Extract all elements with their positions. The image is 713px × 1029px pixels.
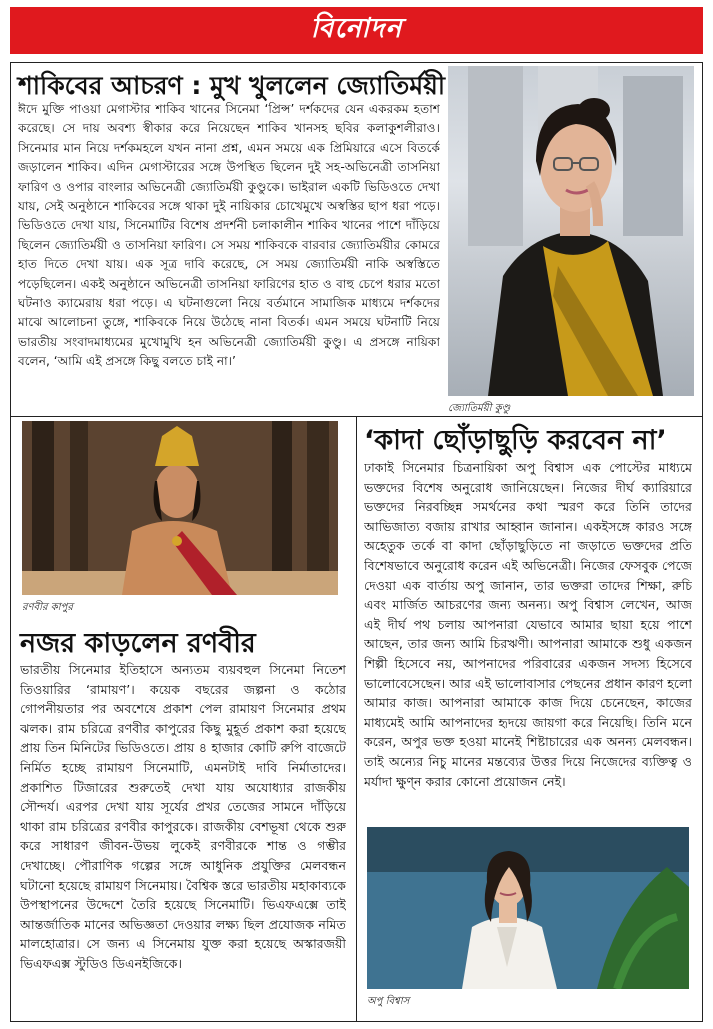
woman-portrait-image (448, 66, 694, 396)
article2-body (20, 660, 346, 1018)
ranbir-ram-image (22, 421, 338, 595)
article1-body (18, 100, 440, 414)
apu-biswas-image (367, 827, 689, 989)
ranbir-caption: রণবীর কাপুর (22, 602, 73, 613)
article3-body (364, 458, 692, 820)
bottom-divider (10, 1021, 703, 1022)
ranbir-photo (22, 421, 338, 595)
section-title: বিনোদন (310, 13, 403, 44)
article2-headline: নজর কাড়লেন রণবীর (20, 628, 256, 659)
apu-biswas-photo (367, 827, 689, 989)
jyotirmoyee-photo (448, 66, 694, 396)
article2-body-text: ভারতীয় সিনেমার ইতিহাসে অন্যতম ব্যয়বহুল সিনেমা নিতেশ তিওয়ারির ‘রামায়ণ’। কয়েক বছরের জল্পনা ও কঠোর গোপনীয়তার পর অবশেষে প্রকাশ পেল রামায়ণ সিনেমার প্রথম ঝলক। রাম চরিত্রে রণবীর কাপুরের কিছু মুহূর্ত প্রকাশ করা হয়েছে প্রায় তিন মিনিটের ভিডিওতে। প্রায় ৪ হাজার কোটি রুপি বাজেটে নির্মিত হচ্ছে রামায়ণ সিনেমাটি, এমনটাই দাবি নির্মাতাদের। প্রকাশিত টিজারের শুরুতেই দেখা যায় অযোধ্যার রাজকীয় সৌন্দর্য। এরপর দেখা যায় সূর্যের প্রখর তেজের সামনে দাঁড়িয়ে থাকা রাম চরিত্রের রণবীর কাপুরকে। রাজকীয় বেশভূষা থেকে শুরু করে সাধারণ জীবন-উভয় লুকেই রণবীরকে শান্ত ও গম্ভীর দেখাচ্ছে। পৌরাণিক গল্পের সঙ্গে আধুনিক প্রযুক্তির মেলবন্ধন ঘটানো হয়েছে রামায়ণ সিনেমায়। বৈশ্বিক স্তরে ভারতীয় মহাকাব্যকে উপস্থাপনের উদ্দেশে তৈরি হয়েছে সিনেমাটি। ভিএফএক্সে তাই আন্তর্জাতিক মানের অভিজ্ঞতা দেওয়ার লক্ষ্য ছিল প্রযোজক নমিত মালহোত্রার। সে জন্য এ সিনেমায় যুক্ত করা হয়েছে অস্কারজয়ী ভিএফএক্স স্টুডিও ডিএনইজিকে। (20, 662, 346, 971)
top-divider (10, 62, 703, 63)
column-divider (356, 416, 357, 1021)
article1-body-text: ঈদে মুক্তি পাওয়া মেগাস্টার শাকিব খানের সিনেমা ‘প্রিন্স’ দর্শকদের যেন একরকম হতাশ করেছে। সে দায় অবশ্য স্বীকার করে নিয়েছেন শাকিব খানসহ ছবির কলাকুশলীরাও। সিনেমার মান নিয়ে দর্শকমহলে যখন নানা প্রশ্ন, এমন সময়ে এক প্রিমিয়ারে এসে বিতর্কে জড়ালেন শাকিব। এদিন মেগাস্টারের সঙ্গে উপস্থিত ছিলেন দুই সহ-অভিনেত্রী তাসনিয়া ফারিণ ও ওপার বাংলার অভিনেত্রী জ্যোতির্ময়ী কুণ্ডুকে। ভাইরাল একটি ভিডিওতে দেখা যায়, সেই অনুষ্ঠানে শাকিবের সঙ্গে থাকা দুই নায়িকার চোখেমুখে অস্বস্তির ছাপ ধরা পড়ে। ভিডিওতে দেখা যায়, সিনেমাটির বিশেষ প্রদর্শনী চলাকালীন শাকিব খানের পাশে দাঁড়িয়ে ছিলেন জ্যোতির্ময়ী ও তাসনিয়া ফারিণ। সে সময় শাকিবকে বারবার জ্যোতির্ময়ীর কোমরে হাত দিতে দেখা যায়। এক সূত্র দাবি করেছে, সে সময় জ্যোতির্ময়ী নাকি অস্বস্তিতে পড়েছিলেন। একই অনুষ্ঠানে অভিনেত্রী তাসনিয়া ফারিণের হাত ও বাহু চেপে ধরার মতো ঘটনাও ক্যামেরায় ধরা পড়ে। এ ঘটনাগুলো নিয়ে বর্তমানে সামাজিক মাধ্যমে দর্শকদের মাঝে আলোচনা তুঙ্গে, শাকিবকে নিয়ে উঠেছে নানা বিতর্ক। এমন সময়ে ঘটনাটি নিয়ে ভারতীয় সংবাদমাধ্যমের মুখোমুখি হন অভিনেত্রী জ্যোতির্ময়ী কুণ্ডু। এ প্রসঙ্গে নায়িকা বলেন, ‘আমি এই প্রসঙ্গে কিছু বলতে চাই না।’ (18, 102, 440, 369)
left-border (10, 62, 11, 1022)
right-border (702, 62, 703, 1022)
jyotirmoyee-caption: জ্যোতির্ময়ী কুণ্ডু (448, 403, 511, 414)
article3-headline: ‘কাদা ছোঁড়াছুড়ি করবেন না’ (364, 425, 667, 456)
article1-headline: শাকিবের আচরণ : মুখ খুললেন জ্যোতির্ময়ী (18, 71, 446, 100)
section-banner (10, 7, 703, 54)
article3-body-text: ঢাকাই সিনেমার চিত্রনায়িকা অপু বিশ্বাস এক পোস্টের মাধ্যমে ভক্তদের বিশেষ অনুরোধ জানিয়েছেন। নিজের দীর্ঘ ক্যারিয়ারে ভক্তদের নিরবচ্ছিন্ন সমর্থনের কথা স্মরণ করে তিনি তাদের আভিজাত্য বজায় রাখার আহ্বান জানান। একইসঙ্গে কারও সঙ্গে অহেতুক তর্কে বা কাদা ছোঁড়াছুড়িতে না জড়াতে ভক্তদের প্রতি বিশেষভাবে অনুরোধ করেন এই অভিনেত্রী। নিজের ফেসবুক পেজে দেওয়া এক বার্তায় অপু জানান, তার ভক্তরা তাদের শিক্ষা, রুচি এবং মার্জিত আচরণের জন্য অনন্য। অপু বিশ্বাস লেখেন, আজ এই দীর্ঘ পথ চলায় আপনারা যেভাবে আমার ছায়া হয়ে পাশে আছেন, তার জন্য আমি চিরঋণী। আপনারা আমাকে শুধু একজন শিল্পী হিসেবে নয়, আপনাদের পরিবারের একজন সদস্য হিসেবে ভালোবেসেছেন। আর এই ভালোবাসার পেছনের প্রধান কারণ হলো আমার কাজ। আপনারা আমাকে কাজ দিয়ে চেনেছেন, কাজের মাধ্যমেই আমি আপনাদের হৃদয়ে জায়গা করে নিয়েছি। তিনি মনে করেন, অপুর ভক্ত হওয়া মানেই শিষ্টাচারের এক অনন্য মেলবন্ধন। তাই অন্যের নিচু মানের মন্তব্যের উত্তর দিয়ে নিজেদের ব্যক্তিত্ব ও মর্যাদা ক্ষুণ্ন করার কোনো প্রয়োজন নেই। (364, 460, 692, 789)
apu-biswas-caption: অপু বিশ্বাস (367, 996, 410, 1007)
